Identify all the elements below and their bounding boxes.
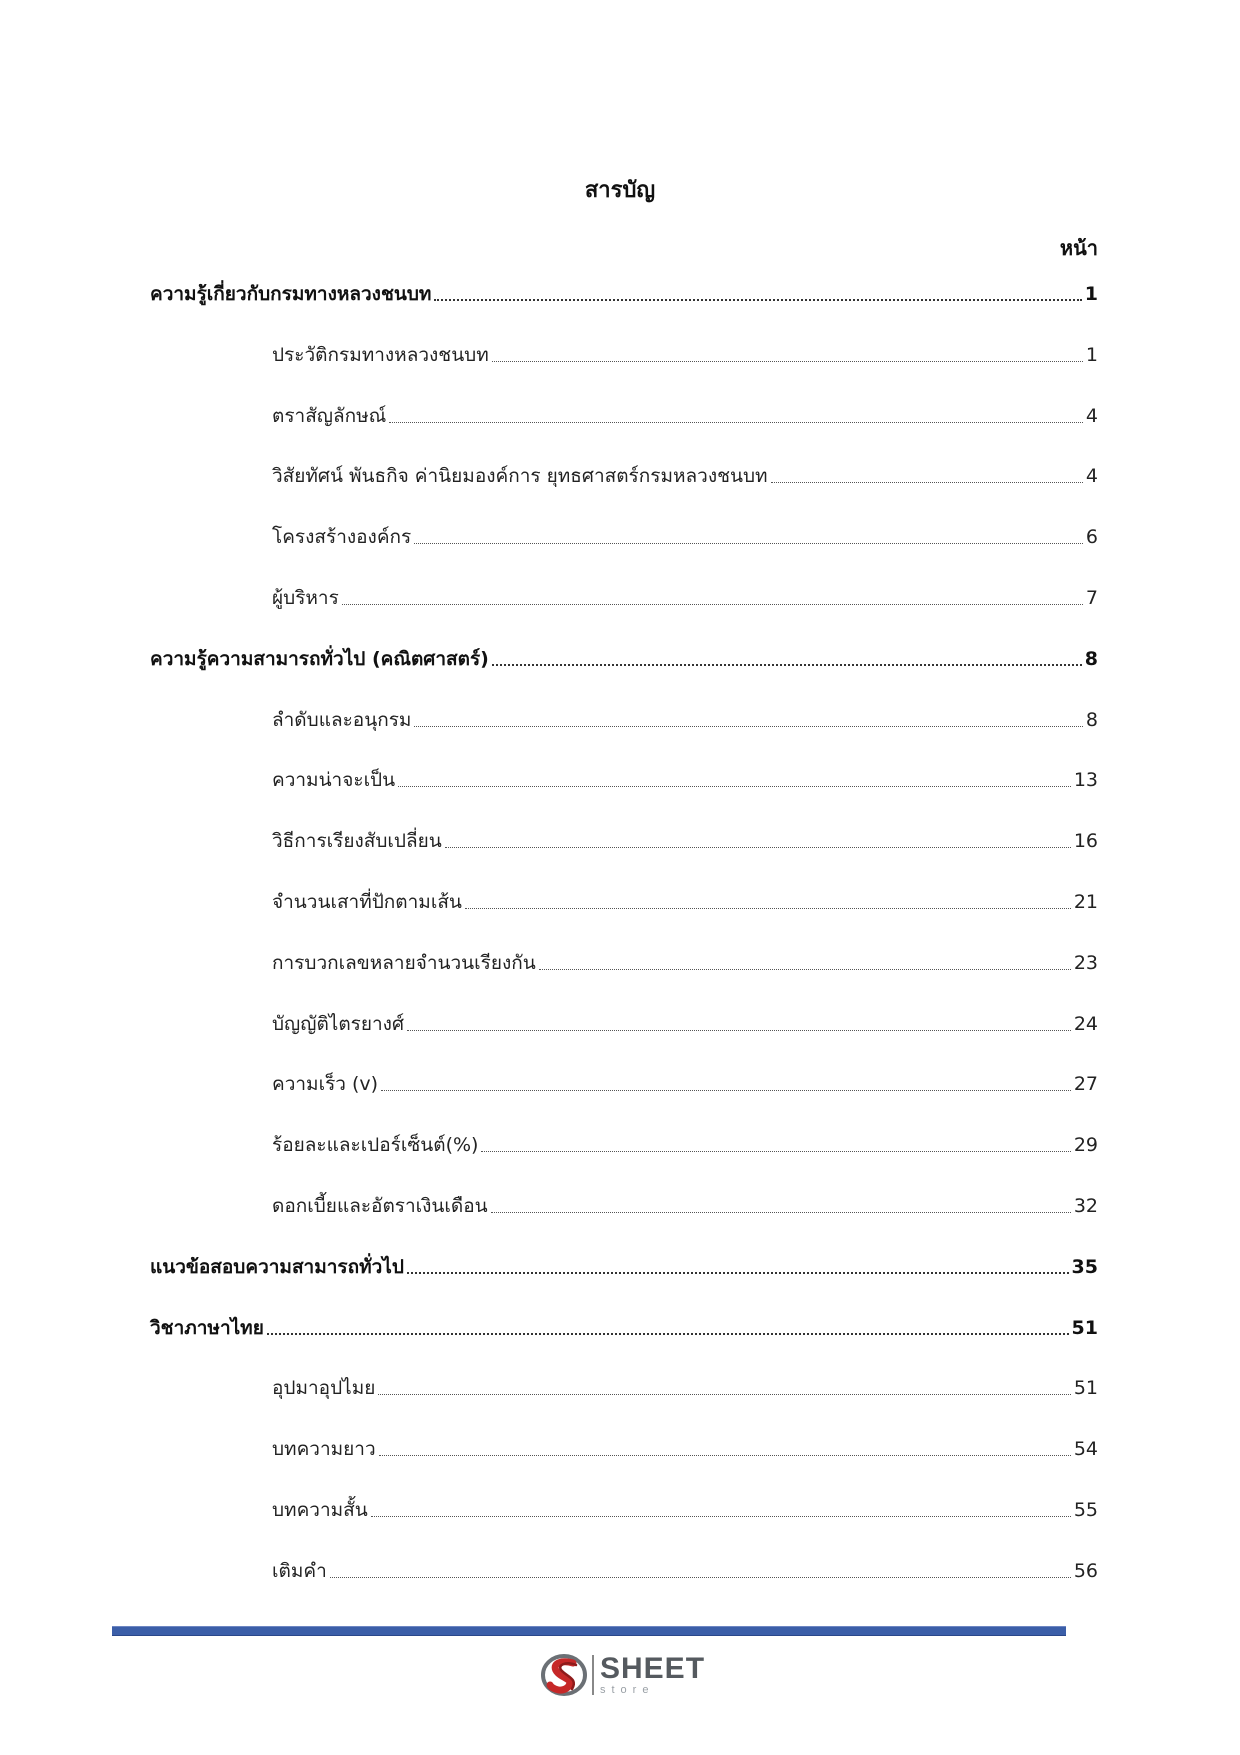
toc-subsection-entry (272, 517, 1098, 549)
toc-dot-leader (267, 1333, 1069, 1335)
toc-dot-leader (398, 786, 1071, 787)
toc-entry-page: 32 (1073, 1195, 1098, 1217)
toc-section-entry (150, 1247, 1098, 1279)
toc-subsection-entry (272, 943, 1098, 975)
page-title: สารบัญ (584, 178, 656, 203)
toc-subsection-entry (272, 578, 1098, 610)
toc-entry-label: แนวข้อสอบความสามารถทั่วไป (150, 1256, 404, 1278)
toc-entry-label: ประวัติกรมทางหลวงชนบท (272, 344, 489, 366)
sheet-store-logo (540, 1650, 705, 1700)
toc-section-entry (150, 1308, 1098, 1340)
toc-entry-page: 54 (1073, 1438, 1098, 1460)
toc-subsection-entry (272, 882, 1098, 914)
toc-subsection-entry (272, 335, 1098, 367)
toc-entry-label: การบวกเลขหลายจำนวนเรียงกัน (272, 952, 536, 974)
toc-dot-leader (407, 1272, 1069, 1274)
toc-dot-leader (378, 1394, 1070, 1395)
toc-entry-label: วิธีการเรียงสับเปลี่ยน (272, 830, 442, 852)
toc-dot-leader (389, 422, 1083, 423)
toc-dot-leader (481, 1151, 1070, 1152)
toc-entry-page: 7 (1085, 587, 1098, 609)
toc-entry-page: 1 (1084, 283, 1098, 305)
toc-entry-label: ความน่าจะเป็น (272, 769, 396, 791)
toc-dot-leader (492, 361, 1083, 362)
toc-entry-page: 51 (1073, 1377, 1098, 1399)
toc-entry-label: บทความยาว (272, 1438, 376, 1460)
toc-entry-label: อุปมาอุปไมย (272, 1377, 376, 1399)
logo-word: SHEET (600, 1652, 706, 1685)
toc-entry-page: 1 (1085, 344, 1098, 366)
toc-entry-page: 29 (1073, 1134, 1098, 1156)
toc-entry-label: ดอกเบี้ยและอัตราเงินเดือน (272, 1195, 488, 1217)
toc-subsection-entry (272, 1490, 1098, 1522)
toc-dot-leader (434, 299, 1081, 301)
toc-subsection-entry (272, 760, 1098, 792)
toc-entry-label: จำนวนเสาที่ปักตามเส้น (272, 891, 462, 913)
toc-dot-leader (407, 1030, 1071, 1031)
toc-dot-leader (771, 482, 1083, 483)
toc-section-entry (150, 639, 1098, 671)
page-column-label: หน้า (1059, 236, 1098, 260)
toc-subsection-entry (272, 1004, 1098, 1036)
sheet-store-logo-icon (540, 1651, 588, 1699)
toc-subsection-entry (272, 700, 1098, 732)
toc-dot-leader (445, 847, 1071, 848)
toc-entry-label: วิสัยทัศน์ พันธกิจ ค่านิยมองค์การ ยุทธศาสตร์กรมหลวงชนบท (272, 465, 768, 487)
toc-dot-leader (539, 969, 1071, 970)
toc-dot-leader (492, 664, 1082, 666)
toc-entry-label: โครงสร้างองค์กร (272, 526, 412, 548)
toc-entry-page: 55 (1073, 1499, 1098, 1521)
toc-entry-page: 8 (1084, 648, 1098, 670)
toc-entry-page: 6 (1085, 526, 1098, 548)
toc-subsection-entry (272, 1429, 1098, 1461)
toc-subsection-entry (272, 1186, 1098, 1218)
toc-dot-leader (414, 543, 1083, 544)
toc-entry-label: วิชาภาษาไทย (150, 1317, 264, 1339)
toc-entry-label: ตราสัญลักษณ์ (272, 405, 387, 427)
toc-dot-leader (371, 1516, 1071, 1517)
logo-separator (592, 1655, 594, 1695)
toc-dot-leader (330, 1577, 1071, 1578)
toc-entry-page: 8 (1085, 709, 1098, 731)
toc-dot-leader (465, 908, 1071, 909)
toc-dot-leader (414, 726, 1082, 727)
toc-subsection-entry (272, 821, 1098, 853)
toc-subsection-entry (272, 1064, 1098, 1096)
toc-entry-label: ผู้บริหาร (272, 587, 339, 609)
toc-subsection-entry (272, 1368, 1098, 1400)
toc-entry-page: 51 (1071, 1317, 1098, 1339)
toc-entry-label: เติมคำ (272, 1560, 327, 1582)
toc-entry-page: 4 (1085, 465, 1098, 487)
toc-entry-page: 23 (1073, 952, 1098, 974)
toc-entry-page: 21 (1073, 891, 1098, 913)
toc-entry-page: 35 (1071, 1256, 1098, 1278)
toc-section-entry (150, 274, 1098, 306)
toc-entry-label: ความรู้ความสามารถทั่วไป (คณิตศาสตร์) (150, 648, 489, 670)
toc-entry-label: บัญญัติไตรยางศ์ (272, 1013, 405, 1035)
toc-entry-page: 24 (1073, 1013, 1098, 1035)
logo-subword: store (600, 1684, 655, 1696)
toc-entry-label: ความรู้เกี่ยวกับกรมทางหลวงชนบท (150, 283, 432, 305)
toc-entry-label: ร้อยละและเปอร์เซ็นต์(%) (272, 1134, 479, 1156)
toc-subsection-entry (272, 1125, 1098, 1157)
toc-subsection-entry (272, 396, 1098, 428)
toc-dot-leader (491, 1212, 1071, 1213)
toc-subsection-entry (272, 456, 1098, 488)
footer-rule (112, 1626, 1066, 1636)
toc-entry-page: 13 (1073, 769, 1098, 791)
toc-entry-label: ความเร็ว (v) (272, 1073, 379, 1095)
toc-dot-leader (342, 604, 1083, 605)
toc-entry-page: 16 (1073, 830, 1098, 852)
toc-entry-page: 4 (1085, 405, 1098, 427)
toc-entry-label: ลำดับและอนุกรม (272, 709, 412, 731)
logo-text (600, 1654, 705, 1696)
toc-dot-leader (381, 1090, 1071, 1091)
toc-dot-leader (379, 1455, 1071, 1456)
toc-entry-label: บทความสั้น (272, 1499, 368, 1521)
toc-entry-page: 56 (1073, 1560, 1098, 1582)
toc-entry-page: 27 (1073, 1073, 1098, 1095)
toc-subsection-entry (272, 1551, 1098, 1583)
